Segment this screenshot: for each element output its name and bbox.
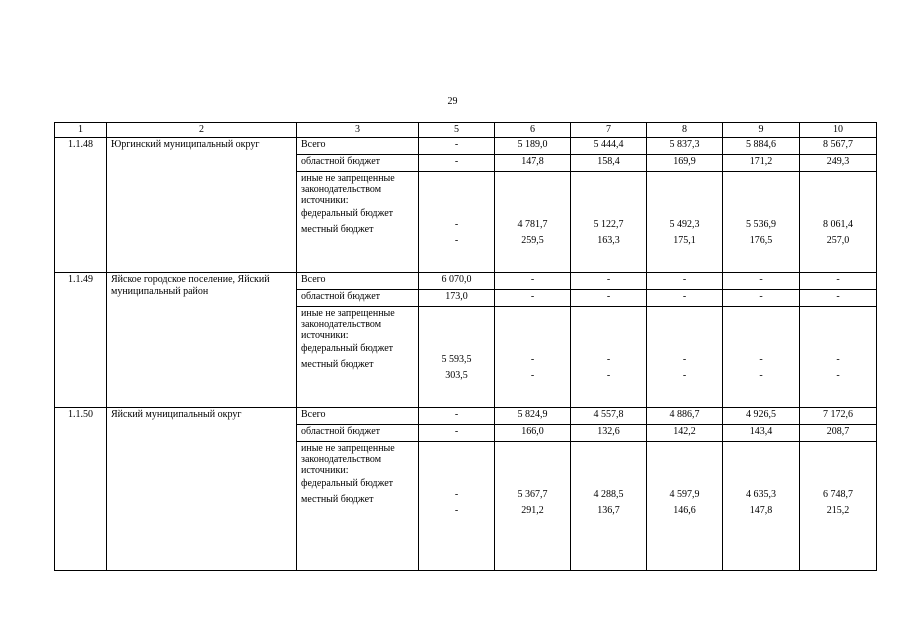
value-cell: 4 886,7: [647, 408, 723, 425]
federal-budget-value: -: [530, 354, 535, 365]
value-cell: 171,2: [723, 155, 800, 172]
value-cell: [647, 172, 723, 273]
header-row: [55, 123, 877, 138]
value-cell: [419, 307, 495, 408]
value-cell: -: [723, 290, 800, 307]
header-cell: 6: [495, 123, 571, 138]
federal-budget-value: 5 536,9: [746, 219, 776, 230]
value-cell: -: [800, 290, 877, 307]
page-number: 29: [447, 96, 458, 107]
local-budget-value: 259,5: [521, 235, 544, 246]
local-budget-value: -: [606, 370, 611, 381]
federal-budget-value: 5 593,5: [441, 354, 472, 365]
value-cell: 166,0: [495, 425, 571, 442]
header-cell: 5: [419, 123, 495, 138]
table-row: [55, 138, 877, 155]
federal-budget-value: 5 122,7: [593, 219, 624, 230]
federal-budget-value: -: [606, 354, 611, 365]
table-row: [55, 408, 877, 425]
value-cell: 4 557,8: [571, 408, 647, 425]
source-label: [297, 442, 419, 571]
federal-budget-value: 4 781,7: [517, 219, 548, 230]
local-budget-value: -: [836, 370, 840, 381]
federal-budget-value: 4 597,9: [669, 489, 700, 500]
local-budget-value: -: [682, 370, 687, 381]
source-label: Всего: [297, 138, 419, 155]
federal-budget-value: -: [454, 489, 459, 500]
local-budget-value: 176,5: [749, 235, 773, 246]
value-cell: [723, 307, 800, 408]
value-cell: -: [647, 290, 723, 307]
value-cell: 4 926,5: [723, 408, 800, 425]
source-label: Всего: [297, 408, 419, 425]
value-cell: 142,2: [647, 425, 723, 442]
federal-budget-value: -: [454, 219, 459, 230]
value-cell: 6 070,0: [419, 273, 495, 290]
value-cell: [495, 307, 571, 408]
value-cell: -: [647, 273, 723, 290]
value-cell: [571, 172, 647, 273]
local-budget-value: 291,2: [521, 505, 544, 516]
federal-budget-value: 8 061,4: [823, 219, 853, 230]
other-sources-label: иные не запрещенные законодательством источники:: [301, 173, 395, 206]
local-budget-label: местный бюджет: [301, 359, 374, 370]
value-cell: -: [419, 425, 495, 442]
value-cell: [495, 172, 571, 273]
value-cell: -: [571, 290, 647, 307]
value-cell: -: [800, 273, 877, 290]
value-cell: 5 824,9: [495, 408, 571, 425]
other-sources-label: иные не запрещенные законодательством источники:: [301, 308, 395, 341]
federal-budget-value: 6 748,7: [823, 489, 853, 500]
value-cell: 147,8: [495, 155, 571, 172]
local-budget-value: 257,0: [826, 235, 850, 246]
local-budget-value: -: [454, 505, 459, 516]
value-cell: -: [495, 290, 571, 307]
row-number: 1.1.50: [55, 408, 107, 571]
value-cell: [571, 307, 647, 408]
row-number: 1.1.49: [55, 273, 107, 408]
header-cell: 10: [800, 123, 877, 138]
municipality-name: Яйское городское поселение, Яйский муниципальный район: [107, 273, 297, 408]
source-label: областной бюджет: [297, 290, 419, 307]
value-cell: 5 884,6: [723, 138, 800, 155]
value-cell: 7 172,6: [800, 408, 877, 425]
federal-budget-label: федеральный бюджет: [301, 343, 394, 354]
source-label: Всего: [297, 273, 419, 290]
local-budget-value: -: [759, 370, 763, 381]
value-cell: 249,3: [800, 155, 877, 172]
local-budget-value: 147,8: [749, 505, 773, 516]
federal-budget-label: федеральный бюджет: [301, 478, 394, 489]
header-cell: 3: [297, 123, 419, 138]
value-cell: -: [419, 408, 495, 425]
federal-budget-value: 5 492,3: [669, 219, 700, 230]
local-budget-value: 215,2: [826, 505, 850, 516]
header-cell: 2: [107, 123, 297, 138]
value-cell: [800, 442, 877, 571]
federal-budget-value: -: [682, 354, 687, 365]
value-cell: -: [571, 273, 647, 290]
local-budget-value: 163,3: [597, 235, 620, 246]
value-cell: 143,4: [723, 425, 800, 442]
value-cell: 5 837,3: [647, 138, 723, 155]
value-cell: [419, 172, 495, 273]
row-number: 1.1.48: [55, 138, 107, 273]
federal-budget-value: 5 367,7: [517, 489, 548, 500]
value-cell: [723, 172, 800, 273]
local-budget-value: 146,6: [673, 505, 696, 516]
value-cell: 8 567,7: [800, 138, 877, 155]
federal-budget-value: 4 288,5: [593, 489, 624, 500]
value-cell: -: [419, 155, 495, 172]
budget-table: [54, 122, 877, 571]
federal-budget-value: 4 635,3: [746, 489, 776, 500]
other-sources-label: иные не запрещенные законодательством источники:: [301, 443, 395, 476]
local-budget-value: -: [530, 370, 535, 381]
federal-budget-label: федеральный бюджет: [301, 208, 394, 219]
source-label: [297, 307, 419, 408]
local-budget-value: 175,1: [673, 235, 696, 246]
header-cell: 8: [647, 123, 723, 138]
source-label: [297, 172, 419, 273]
value-cell: -: [419, 138, 495, 155]
source-label: областной бюджет: [297, 425, 419, 442]
value-cell: 169,9: [647, 155, 723, 172]
table-row: [55, 273, 877, 290]
value-cell: 173,0: [419, 290, 495, 307]
value-cell: [723, 442, 800, 571]
value-cell: [800, 307, 877, 408]
value-cell: [571, 442, 647, 571]
value-cell: -: [495, 273, 571, 290]
header-cell: 1: [55, 123, 107, 138]
value-cell: 5 444,4: [571, 138, 647, 155]
federal-budget-value: -: [759, 354, 763, 365]
value-cell: [647, 442, 723, 571]
source-label: областной бюджет: [297, 155, 419, 172]
municipality-name: Яйский муниципальный округ: [107, 408, 297, 571]
local-budget-value: 136,7: [597, 505, 620, 516]
value-cell: -: [723, 273, 800, 290]
municipality-name: Юргинский муниципальный округ: [107, 138, 297, 273]
header-cell: 7: [571, 123, 647, 138]
value-cell: [419, 442, 495, 571]
local-budget-label: местный бюджет: [301, 224, 374, 235]
value-cell: [800, 172, 877, 273]
local-budget-value: 303,5: [445, 370, 468, 381]
value-cell: 158,4: [571, 155, 647, 172]
value-cell: 132,6: [571, 425, 647, 442]
federal-budget-value: -: [836, 354, 840, 365]
value-cell: 208,7: [800, 425, 877, 442]
value-cell: [495, 442, 571, 571]
value-cell: [647, 307, 723, 408]
local-budget-label: местный бюджет: [301, 494, 374, 505]
local-budget-value: -: [454, 235, 459, 246]
header-cell: 9: [723, 123, 800, 138]
value-cell: 5 189,0: [495, 138, 571, 155]
